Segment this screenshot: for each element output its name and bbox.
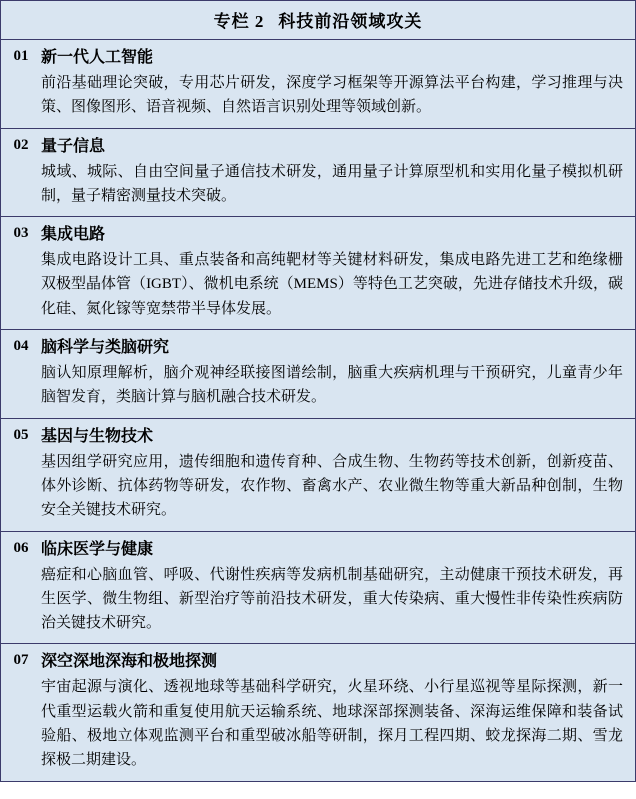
item-body: 城域、城际、自由空间量子通信技术研发，通用量子计算原型机和实用化量子模拟机研制，量子精密测量技术突破。 [41, 163, 623, 204]
item-body: 基因组学研究应用，遗传细胞和遗传育种、合成生物、生物药等技术创新，创新疫苗、体外诊断、抗体药物等研发，农作物、畜禽水产、农业微生物等重大新品种创制，生物安全关键技术研究。 [41, 453, 623, 519]
item-content [41, 419, 635, 531]
item-number: 03 [13, 225, 29, 242]
item-content [41, 217, 635, 329]
box-title-label: 专栏 2 [213, 12, 265, 31]
item-number: 05 [13, 426, 29, 443]
item-body: 集成电路设计工具、重点装备和高纯靶材等关键材料研发，集成电路先进工艺和绝缘栅双极型晶体管（IGBT）、微机电系统（MEMS）等特色工艺突破，先进存储技术升级，碳化硅、氮化镓等宽禁带半导体发展。 [41, 252, 623, 317]
item-title: 新一代人工智能 [41, 49, 154, 66]
item-content [41, 532, 635, 644]
item-number: 06 [13, 539, 29, 556]
item-title: 深空深地深海和极地探测 [41, 653, 218, 671]
item-title: 脑科学与类脑研究 [41, 339, 170, 357]
item-body: 脑认知原理解析，脑介观神经联接图谱绘制，脑重大疾病机理与干预研究，儿童青少年脑智发育，类脑计算与脑机融合技术研发。 [41, 365, 623, 406]
item-title: 基因与生物技术 [41, 427, 154, 445]
item-number: 04 [13, 338, 29, 355]
item-number: 02 [13, 136, 29, 153]
box-title [1, 1, 635, 40]
table-row [1, 330, 635, 419]
table-row [1, 217, 635, 330]
table-row [1, 129, 635, 218]
table-row [1, 419, 635, 532]
item-title: 集成电路 [41, 226, 106, 244]
item-body: 宇宙起源与演化、透视地球等基础科学研究，火星环绕、小行星巡视等星际探测，新一代重型运载火箭和重复使用航天运输系统、地球深部探测装备、深海运维保障和装备试验船、极地立体观监测平台和重型破冰船等研制，探月工程四期、蛟龙探海二期、雪龙探极二期建设。 [41, 679, 623, 769]
item-body: 癌症和心脑血管、呼吸、代谢性疾病等发病机制基础研究，主动健康干预技术研发，再生医学、微生物组、新型治疗等前沿技术研发，重大传染病、重大慢性非传染性疾病防治关键技术研究。 [41, 566, 623, 632]
item-content [41, 644, 635, 780]
table-row [1, 644, 635, 780]
table-row [1, 532, 635, 645]
item-number: 01 [13, 48, 29, 64]
item-body: 前沿基础理论突破，专用芯片研发，深度学习框架等开源算法平台构建，学习推理与决策、图像图形、语音视频、自然语言识别处理等领域创新。 [41, 75, 623, 116]
item-content [41, 40, 635, 128]
table-row [1, 40, 635, 129]
box-title-text: 科技前沿领域攻关 [278, 12, 423, 31]
item-content [41, 330, 635, 418]
item-title: 量子信息 [41, 137, 106, 155]
item-content [41, 129, 635, 217]
item-title: 临床医学与健康 [41, 540, 154, 558]
item-number: 07 [13, 652, 29, 669]
